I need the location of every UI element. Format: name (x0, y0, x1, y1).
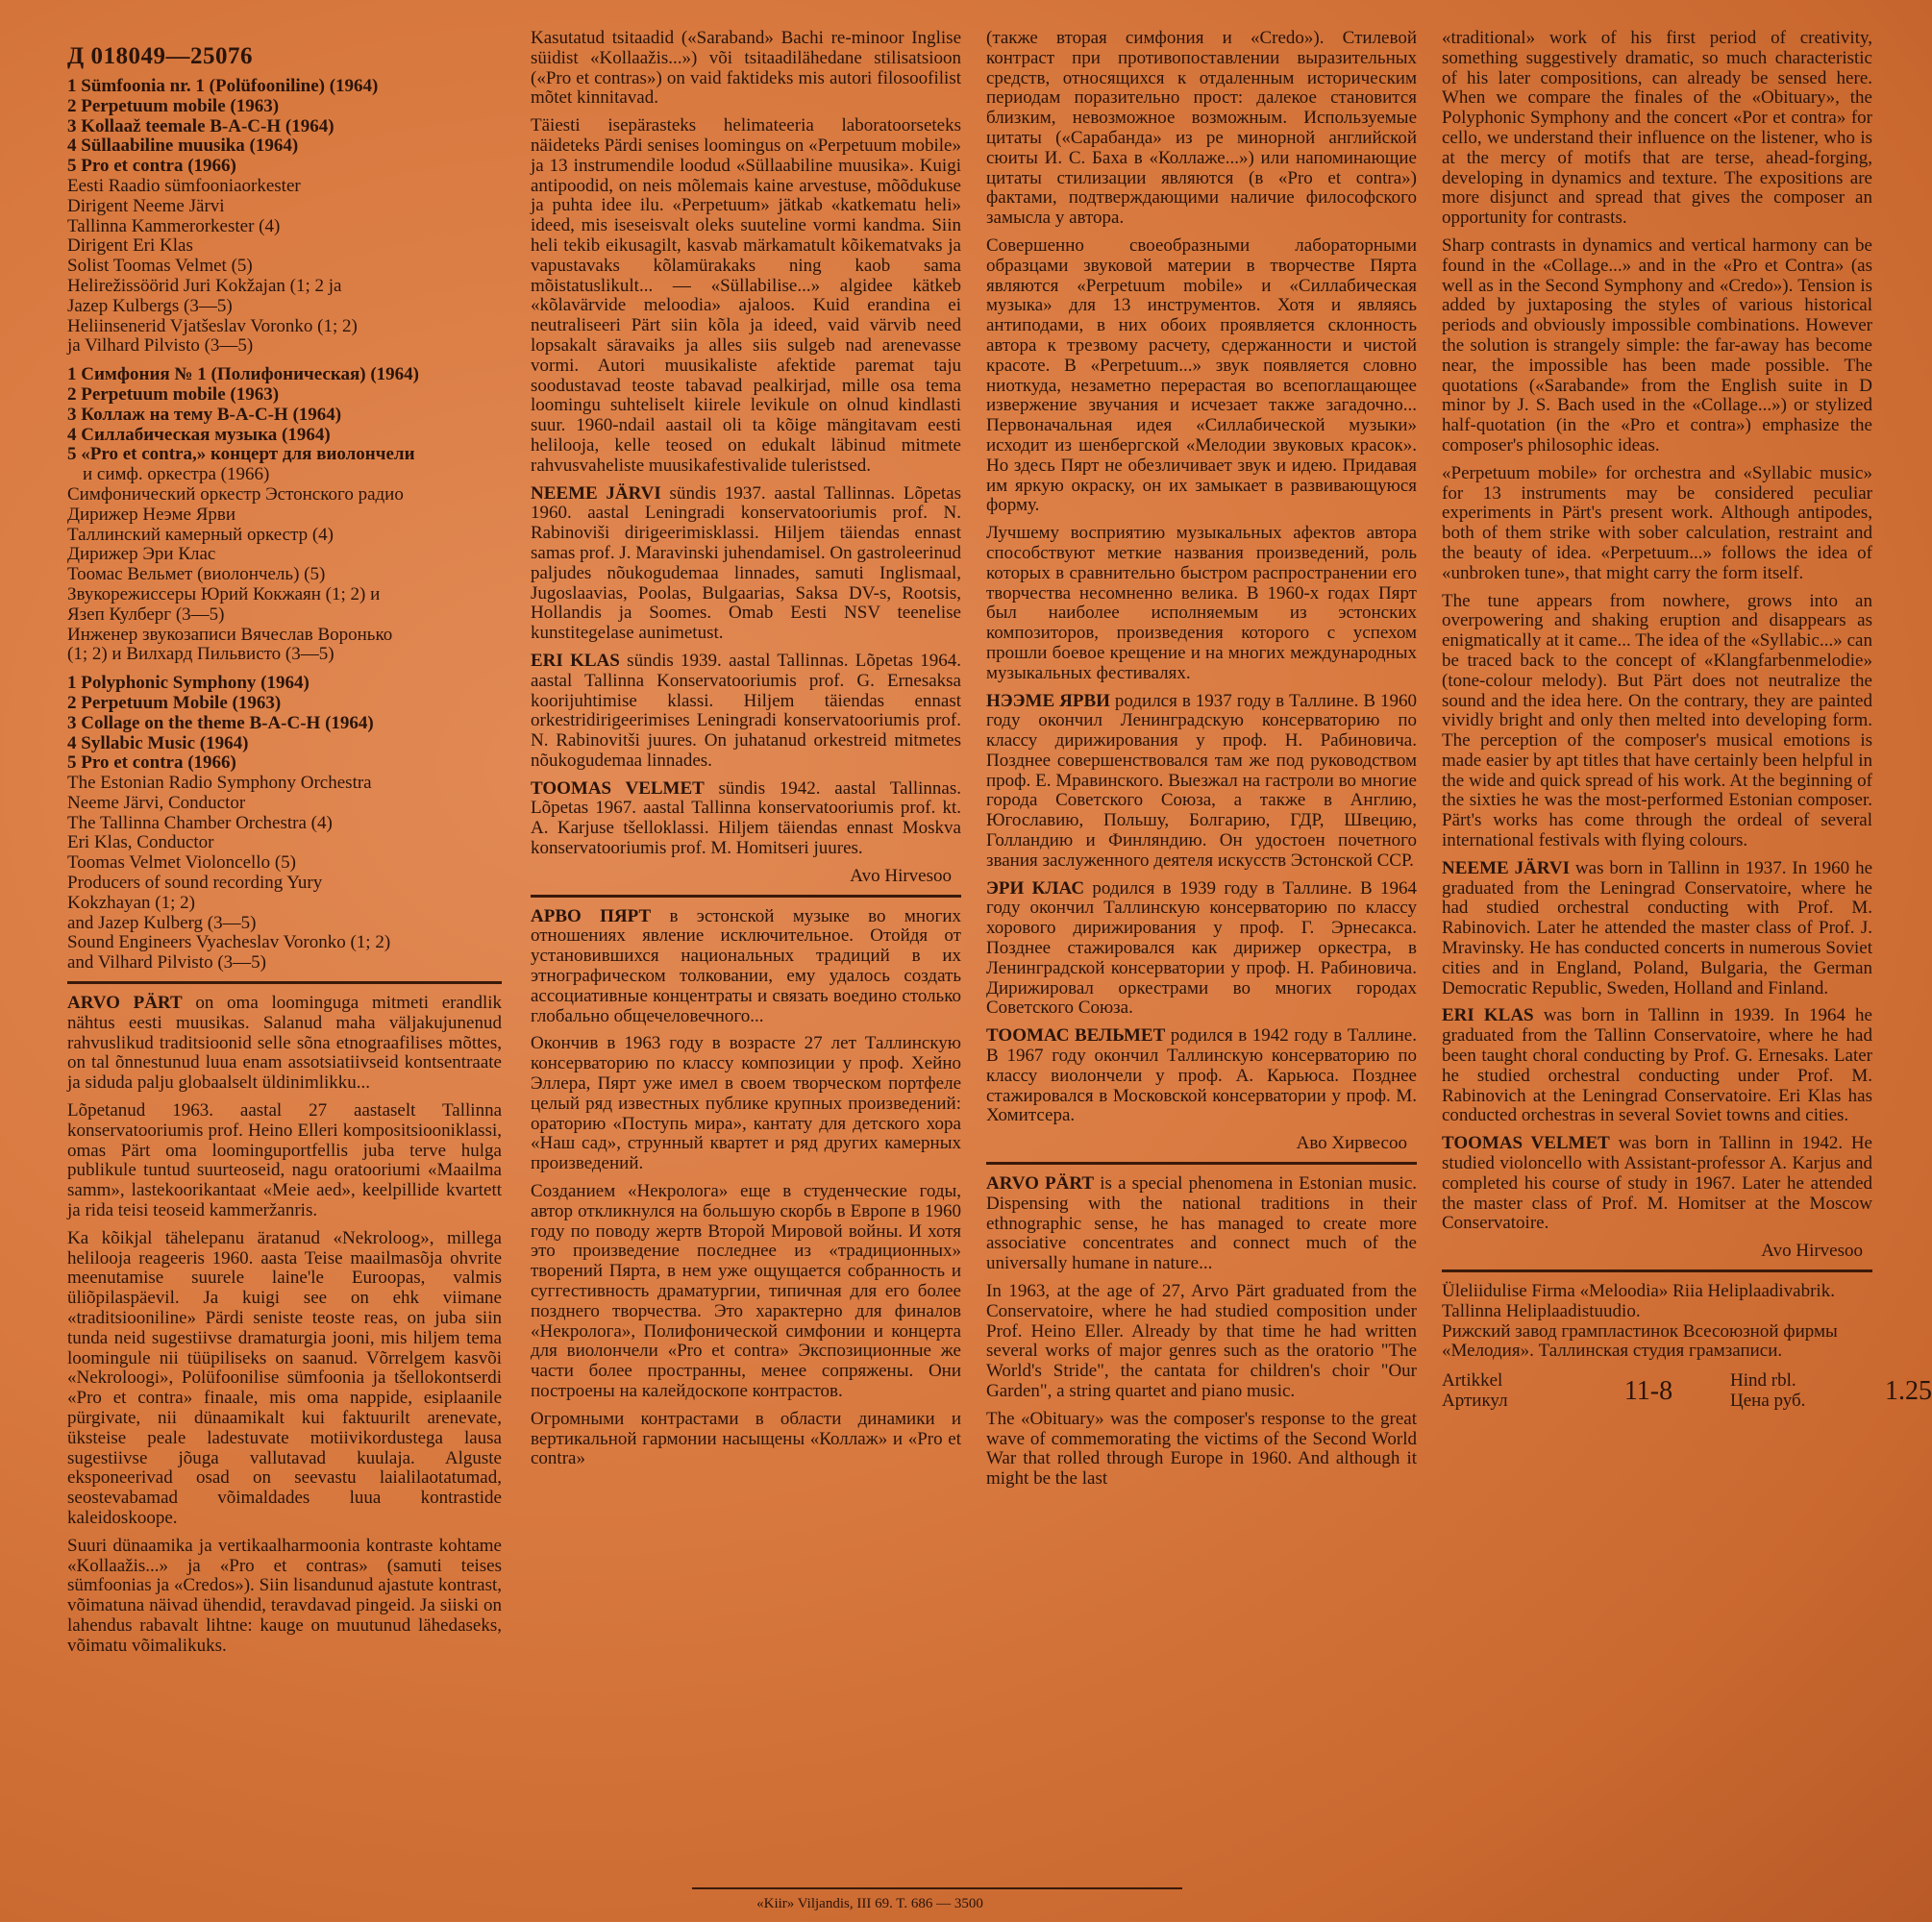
composer-name: ARVO PÄRT (986, 1173, 1095, 1195)
credit-line: and Vilhard Pilvisto (3—5) (67, 952, 266, 973)
credit-line: Dirigent Neeme Järvi (67, 195, 225, 216)
column-russian-english (986, 29, 1417, 1893)
credit-line: Тоомас Вельмет (виолончель) (5) (67, 564, 326, 585)
bio-klas (1442, 1006, 1872, 1126)
bio-name: ERI KLAS (1442, 1005, 1534, 1026)
article-paragraph: Lõpetanud 1963. aastal 27 aastaselt Tallinna konservatooriumis prof. Heino Elleri kompositsiooniklassi, omas Pärt oma loominguportfellis juba terve hulga publikule tuntud suurteoseid, nagu oratooriumi «Maailma samm», lastekoorikantaat «Meie aed», keelpillide kvartett ja rida teisi teoseid kammeržanris. (67, 1100, 502, 1221)
credit-line: Neeme Järvi, Conductor (67, 792, 246, 813)
paragraph-text: в эстонской музыке во многих отношениях явление исключительное. Отойдя от установившихся национальных традиций в их этнографическом толковании, ему удалось создать ассоциативные концентраты и связать воедино столько глобально общечеловечного... (531, 905, 961, 1026)
credit-line: and Jazep Kulberg (3—5) (67, 912, 257, 933)
article-paragraph: Окончив в 1963 году в возрасте 27 лет Таллинскую консерваторию по классу композиции у проф. Хейно Эллера, Пярт уже имел в своем творческом портфеле целый ряд известных публике крупных произведений: ораторию «Поступь мира», кантату для детского хора «Наш сад», струнный квартет и ряд других камерных произведений. (531, 1033, 961, 1174)
article-paragraph (67, 994, 502, 1094)
track-item: и симф. оркестра (1966) (83, 464, 270, 485)
article-price-block (1442, 1370, 1932, 1412)
track-item: 2 Perpetuum Mobile (1963) (67, 692, 282, 713)
article-number: 11-8 (1623, 1375, 1673, 1406)
credit-line: Solist Toomas Velmet (5) (67, 256, 253, 277)
credit-line: Tallinna Kammerorkester (4) (67, 215, 281, 236)
track-item: 3 Коллаж на тему В-А-С-Н (1964) (67, 404, 342, 425)
column-english (1442, 28, 1932, 1893)
credit-line: ja Vilhard Pilvisto (3—5) (67, 335, 254, 357)
bio-name: ЭРИ КЛАС (986, 877, 1085, 899)
divider (986, 1162, 1417, 1165)
article-paragraph: «traditional» work of his first period of creativity, something suggestively dramatic, so much characteristic of his later compositions, can already be sensed here. When we compare the finales of the «Obituary», the Polyphonic Symphony and the concert «Por et contra» for cello, we understand their influence on the listener, who is at the mercy of motifs that are terse, ahead-forging, developing in dynamics and texture. The expositions are more disjunct and spread that gives the composer an opportunity for contrasts. (1442, 28, 1872, 229)
article-paragraph: Лучшему восприятию музыкальных афектов автора способствуют меткие названия произведений, роль которых в сравнительно быстром распространении его творчества несомненно велика. В 1960-х годах Пярт был наиболее исполняемым из эстонских композиторов, произведения которого с успехом прошли боевое крещение и на многих международных музыкальных фестивалях. (986, 523, 1417, 683)
credit-line: Язеп Кулберг (3—5) (67, 604, 225, 625)
article-paragraph: Suuri dünaamika ja vertikaalharmoonia kontraste kohtame «Kollaažis...» ja «Pro et contras» (samuti teises sümfoonias ja «Credos»). Siin lisandunud ajastute kontrast, võimatuna näivad ühendid, teravdavad pingeid. Ja siiski on lahendus rabavalt lihtne: kauge on muutunud lähedaseks, võimatu võimalikuks. (67, 1535, 502, 1656)
credit-line: The Estonian Radio Symphony Orchestra (67, 773, 372, 794)
track-item: 1 Sümfoonia nr. 1 (Polüfooniline) (1964) (67, 76, 379, 96)
manufacturer-estonian: Üleliidulise Firma «Meloodia» Riia Heliplaadivabrik. Tallinna Heliplaadistuudio. (1442, 1281, 1835, 1321)
credit-line: Heliinsenerid Vjatšeslav Voronko (1; 2) (67, 315, 358, 336)
composer-name: АРВО ПЯРТ (531, 905, 652, 926)
credit-line: Звукорежиссеры Юрий Кокжаян (1; 2) и (67, 583, 381, 604)
track-item: 3 Collage on the theme B-A-C-H (1964) (67, 712, 374, 733)
article-label-ru: Артикул (1442, 1391, 1508, 1411)
bio-name: ТООМАС ВЕЛЬМЕТ (986, 1025, 1166, 1047)
track-item: 1 Polyphonic Symphony (1964) (67, 673, 310, 694)
printer-imprint: «Kiir» Viljandis, III 69. T. 686 — 3500 (756, 1896, 983, 1911)
article-paragraph (531, 907, 961, 1027)
article-paragraph: «Perpetuum mobile» for orchestra and «Syllabic music» for 13 instruments may be considered peculiar experiments in Pärt's present work. Although antipodes, both of them strike with sober calculation, restraint and the beauty of idea. «Perpetuum...» follows the idea of «unbroken tune», that might carry the form itself. (1442, 462, 1872, 583)
credit-line: Kokzhayan (1; 2) (67, 892, 195, 913)
bio-text: was born in Tallinn in 1937. In 1960 he graduated from the Leningrad Conservatoire, where he had studied orchestral conducting with Prof. M. Rabinovich. Later he attended the master class of Prof. J. Mravinsky. He has conducted concerts in numerous Soviet cities and in England, Poland, Bulgaria, the German Democratic Republic, Sweden, Holland and Finland. (1442, 857, 1873, 998)
column-estonian (67, 29, 502, 1893)
track-item: 5 «Pro et contra,» концерт для виолончели (67, 444, 415, 465)
article-paragraph: The «Obituary» was the composer's response to the great wave of commemorating the victims of the Second World War that rolled through Europe in 1960. And although it might be the last (986, 1408, 1417, 1490)
credits-english (67, 774, 502, 973)
bio-name: NEEME JÄRVI (531, 482, 661, 504)
manufacturer-russian: Рижский завод грампластинок Всесоюзной фирмы «Мелодия». Таллинская студия грамзаписи. (1442, 1320, 1838, 1362)
credit-line: Dirigent Eri Klas (67, 235, 193, 257)
bio-text: родился в 1942 году в Таллине. В 1967 году окончил Таллинскую консерваторию по классу виолончели у проф. А. Карьюса. Позднее стажировался в Московской консерватории у проф. М. Хомитсера. (986, 1025, 1417, 1126)
credit-line: Таллинский камерный оркестр (4) (67, 524, 334, 545)
track-item: 1 Симфония № 1 (Полифоническая) (1964) (67, 364, 420, 385)
credit-line: The Tallinna Chamber Orchestra (4) (67, 812, 333, 833)
credit-line: (1; 2) и Вилхард Пильвисто (3—5) (67, 644, 334, 665)
bio-name: NEEME JÄRVI (1442, 857, 1570, 878)
bio-name: TOOMAS VELMET (1442, 1133, 1610, 1154)
credit-line: Eri Klas, Conductor (67, 832, 214, 853)
bio-jarvi (1442, 859, 1872, 999)
price-label (1730, 1371, 1855, 1412)
author-signature: Avo Hirvesoo (1761, 1241, 1863, 1262)
article-paragraph: Огромными контрастами в области динамики и вертикальной гармонии насыщены «Коллаж» и «Pro et contra» (531, 1408, 961, 1469)
article-paragraph: Sharp contrasts in dynamics and vertical harmony can be found in the «Collage...» and in the «Pro et Contra» (as well as in the Second Symphony and «Credo»). Tension is added by juxtaposing the styles of various historical periods and obviously impossible combinations. However the solution is strangely simple: the far-away has become near, the impossible has been made possible. The quotations («Sarabande» from the English suite in D minor by J. S. Bach used in the «Collage...») or stylized half-quotation (in the «Pro et contra») emphasize the composer's philosophic ideas. (1442, 234, 1872, 456)
bio-text: родился в 1937 году в Таллине. В 1960 году окончил Ленинградскую консерваторию по классу дирижирования у проф. Н. Рабиновича. Позднее совершенствовался там же под руководством проф. Е. Мравинского. Выезжал на гастроли во многие города Советского Союза, а также в Англию, Югославию, Польшу, Болгарию, ГДР, Швецию, Голландию и Финляндию. Он удостоен почетного звания заслуженного деятеля искусств Эстонской ССР. (986, 690, 1417, 871)
bio-klas (531, 652, 961, 772)
track-item: 4 Süllaabiline muusika (1964) (67, 136, 299, 157)
tracklist-english (67, 674, 502, 774)
track-item: 2 Perpetuum mobile (1963) (67, 383, 280, 405)
bio-jarvi (986, 692, 1417, 872)
article-paragraph: Täiesti isepärasteks helimateeria laboratoorseteks näideteks Pärdi senises loomingus on «Perpetuum mobile» ja 13 instrumendile loodud «Süllaabiline muusika». Kuigi antipoodid, on neis mõlemais kaine arvestuse, mõõdukuse ja puhta idee ilu. «Perpetuum» jätkab «katkematu heli» ideed, mis iseseisvalt oleks suuteline vormi kandma. Siin heli tekib eikusagilt, kasvab märkamatult kõikematvaks ja vapustavaks kõlamürakaks ning kaob sama mõistatuslikult... — «Süllabilise...» algidee kätkeb «kõlavärvide meloodia» ajaloos. Kuid erandina ei neutraliseeri Pärt siin kõla ja ideed, vaid värvib need lopsakalt säravaiks ja alles siis sulgeb nad arenevasse vormi. Autori muusikaliste afektide paremat taju soodustavad teoste tabavad pealkirjad, mille osa tema loomingu suhteliselt kiirele levikule on olnud kindlasti suur. 1960-ndail aastail oli ta kõige mängitavam eesti helilooja, kelle teosed on edukalt läbinud mitmete rahvusvaheliste muusikafestivalide tuleristsed. (531, 115, 961, 476)
article-paragraph: Ka kõikjal tähelepanu äratanud «Nekroloog», millega helilooja reageeris 1960. aasta Teise maailmasõja ohvrite meenutamise suurele laine'le Euroopas, valmis üliõpilaspäevil. Ja kuigi see on ehk viimane «traditsiooniline» Pärdi seniste teoste reas, on juba siin tunda neid sugestiivse dramaturgia jooni, mis hiljem tema loomingule nii tüüpiliseks on saanud. Võrrelgem kasvõi «Nekroloogi», Polüfoonilise sümfoonia ja tšellokontserdi «Pro et contra» finaale, mis oma nappide, esiplaanile pürgivate, nii dünaamikalt kui faktuurilt arenevate, üksteise peale ladestuvate motiivikordustega lausa sugestiivse jõuga vallutavad kuulaja. Alguste eksponeerivad osad on seevastu laialilaotatumad, seostevabamad võimaldades luua kontrastide kaleidoskoope. (67, 1227, 502, 1528)
credits-estonian (67, 177, 502, 357)
bio-text: sündis 1937. aastal Tallinnas. Lõpetas 1960. aastal Leningradi konservatooriumis prof. N. Rabinoviši dirigeerimisklassi. Hiljem täiendas ennast samas prof. J. Maravinski juhendamisel. On gastroleerinud paljudes nõukogudemaa linnades, samuti Inglismaal, Jugoslaavias, Poolas, Bulgaarias, Saksa DV-s, Rootsis, Hollandis ja Soomes. Omab Eesti NSV teenelise kunstitegelase aunimetust. (531, 482, 962, 644)
credit-line: Toomas Velmet Violoncello (5) (67, 852, 296, 874)
track-item: 5 Pro et contra (1966) (67, 156, 236, 177)
article-paragraph: (также вторая симфония и «Credo»). Стилевой контраст при противопоставлении выразительных средств, относящихся к отдаленным историческим периодам поразительно прост: далекое становится близким, невозможное возможным. Используемые цитаты («Сарабанда» из ре минорной английской сюиты И. С. Баха в «Коллаже...») или напоминающие цитаты стилизации являются (в «Pro et contra») фактами, подтверждающими наличие философского замысла у автора. (986, 28, 1417, 229)
track-item: 5 Pro et contra (1966) (67, 752, 236, 774)
tracklist-russian (67, 365, 502, 485)
bio-klas (986, 879, 1417, 1020)
credit-line: Инженер звукозаписи Вячеслав Воронько (67, 624, 393, 645)
credit-line: Eesti Raadio sümfooniaorkester (67, 175, 301, 196)
price-value: 1.25 (1885, 1375, 1932, 1406)
author-signature: Аво Хирвесоо (1296, 1133, 1407, 1154)
track-item: 3 Kollaaž teemale B-A-C-H (1964) (67, 115, 334, 136)
divider (1442, 1269, 1872, 1272)
credit-line: Jazep Kulbergs (3—5) (67, 295, 233, 316)
credit-line: Sound Engineers Vyacheslav Voronko (1; 2) (67, 932, 391, 953)
bio-text: sündis 1942. aastal Tallinnas. Lõpetas 1967. aastal Tallinna konservatooriumis prof. kt. A. Karjuse tšelloklassi. Hiljem täiendas ennast Moskva konservatooriumis prof. M. Homitseri juures. (531, 777, 961, 859)
composer-name: ARVO PÄRT (67, 993, 183, 1014)
paragraph-text: is a special phenomena in Estonian music. Dispensing with the national traditions in their ethnographic sense, he has managed to create more associative concentrates and connect much of the universally humane in nature... (986, 1173, 1418, 1274)
bio-text: sündis 1939. aastal Tallinnas. Lõpetas 1964. aastal Tallinna Konservatooriumis prof. G. Ernesaksa koorijuhtimise klassi. Hiljem täiendas ennast orkestridirigeerimises Leningradi konservatooriumis prof. N. Rabinovitši juures. On juhatanud orkestreid mitmetes nõukogudemaa linnades. (531, 650, 962, 771)
article-label-et: Artikkel (1442, 1370, 1503, 1392)
price-label-et: Hind rbl. (1730, 1370, 1796, 1392)
article-paragraph: The tune appears from nowhere, grows into an overpowering and shaking eruption and disappears as enigmatically at it came... The idea of the «Syllabic...» can be traced back to the concept of «Klangfarbenmelodie» (tone-colour melody). But Pärt does not neutralize the sound and the idea here. On the contrary, they are painted vividly bright and only then melted into developing form. The perception of the composer's musical emotions is made easier by apt titles that have certainly been helpful in the wide and quick spread of his work. At the beginning of the sixties he was the most-performed Estonian composer. Pärt's works has come through the ordeal of several international festivals with flying colours. (1442, 590, 1872, 851)
credit-line: Producers of sound recording Yury (67, 873, 323, 894)
bio-velmet (986, 1026, 1417, 1126)
article-paragraph: Созданием «Некролога» еще в студенческие годы, автор откликнулся на большую скорбь в Европе в 1960 году по поводу жертв Второй Мировой войны. И хотя это произведение последнее из «традиционных» творений Пярта, в нем уже ощущается собранность и суггестивность драматургии, типичная для его более позднего творчества. Это характерно для финалов «Некролога», Полифонической симфонии и концерта для виолончели «Pro et contra» Экспозиционные же части более пространны, менее сопряжены. Они построены на калейдоскопе контрастов. (531, 1181, 961, 1401)
article-paragraph: Kasutatud tsitaadid («Saraband» Bachi re-minoor Inglise süidist «Kollaažis...») või tsitaadilähedane stilisatsioon («Pro et contras») on vaid faktideks mis autori filosoofilist mõtet kinnitavad. (531, 28, 961, 109)
divider (531, 895, 961, 898)
tracklist-estonian (67, 77, 502, 177)
bio-name: ERI KLAS (531, 650, 620, 671)
article-paragraph: Совершенно своеобразными лабораторными образцами звуковой материи в творчестве Пярта являются «Perpetuum mobile» и «Силлабическая музыка» для 13 инструментов. Хотя и являясь антиподами, в них обоих проявляется склонность автора к трезвому расчету, сдержанности и чистой красоте. В «Perpetuum...» звук появляется словно ниоткуда, незаметно перерастая во всепоглащающее извержение звучания и исчезает также загадочно... Первоначальная идея «Силлабической музыки» исходит из шенбергской «Мелодии звуковых красок». Но здесь Пярт не обезличивает звук и идею. Придавая им яркую окраску, он их замыкает в развивающуюся форму. (986, 234, 1417, 516)
credit-line: Helirežissöörid Juri Kokžajan (1; 2 ja (67, 275, 342, 296)
article-paragraph (986, 1174, 1417, 1274)
credits-russian (67, 485, 502, 665)
bio-name: НЭЭМЕ ЯРВИ (986, 690, 1110, 711)
author-signature: Avo Hirvesoo (850, 865, 952, 886)
credit-line: Дирижер Неэме Ярви (67, 504, 236, 525)
track-item: 4 Syllabic Music (1964) (67, 732, 249, 753)
price-label-ru: Цена руб. (1730, 1391, 1806, 1411)
credit-line: Дирижер Эри Клас (67, 544, 216, 565)
bio-name: TOOMAS VELMET (531, 777, 705, 799)
bio-velmet (1442, 1134, 1872, 1234)
column-estonian-russian (531, 29, 961, 1893)
bio-text: was born in Tallinn in 1939. In 1964 he graduated from the Tallinn Conservatoire, where he had been taught choral conducting by Prof. G. Ernesaks. Later he studied orchestral conducting under Prof. M. Rabinovich at the Leningrad Conservatoire. Eri Klas has conducted orchestras in several Soviet towns and cities. (1442, 1005, 1872, 1126)
article-paragraph: In 1963, at the age of 27, Arvo Pärt graduated from the Conservatoire, where he had studied composition under Prof. Heino Eller. Already by that time he had written several works of major genres such as the oratorio "The World's Stride", the cantata for children's choir "Our Garden", a string quartet and piano music. (986, 1281, 1417, 1401)
track-item: 4 Силлабическая музыка (1964) (67, 424, 331, 445)
paragraph-text: on oma loominguga mitmeti erandlik nähtus eesti muusikas. Salanud maha väljakujunenud rahvuslikud traditsioonid selle sõna etnograafilises mõttes, on tal õnnestunud luua enam assotsiatiivseid kontsentraate ja siduda palju globaalselt üldinimlikku... (67, 993, 502, 1094)
footer-rule (692, 1887, 1182, 1889)
article-label (1442, 1371, 1567, 1412)
bio-velmet (531, 779, 961, 859)
bio-text: was born in Tallinn in 1942. He studied violoncello with Assistant-professor A. Karjus and completed his course of study in 1967. Later he attended the master class of Prof. M. Homitser at the Moscow Conservatoire. (1442, 1133, 1872, 1234)
catalog-number: Д 018049—25076 (67, 43, 253, 69)
credit-line: Симфонический оркестр Эстонского радио (67, 483, 404, 505)
track-item: 2 Perpetuum mobile (1963) (67, 95, 280, 116)
divider (67, 981, 502, 984)
bio-jarvi (531, 484, 961, 644)
bio-text: родился в 1939 году в Таллине. В 1964 году окончил Таллинскую консерваторию по классу хорового дирижирования у проф. Г. Эрнесакса. Позднее стажировался как дирижер оркестра, в Ленинградской консерватории у проф. Н. Рабиновича. Дирижировал оркестрами во многих городах Советского Союза. (986, 877, 1417, 1019)
